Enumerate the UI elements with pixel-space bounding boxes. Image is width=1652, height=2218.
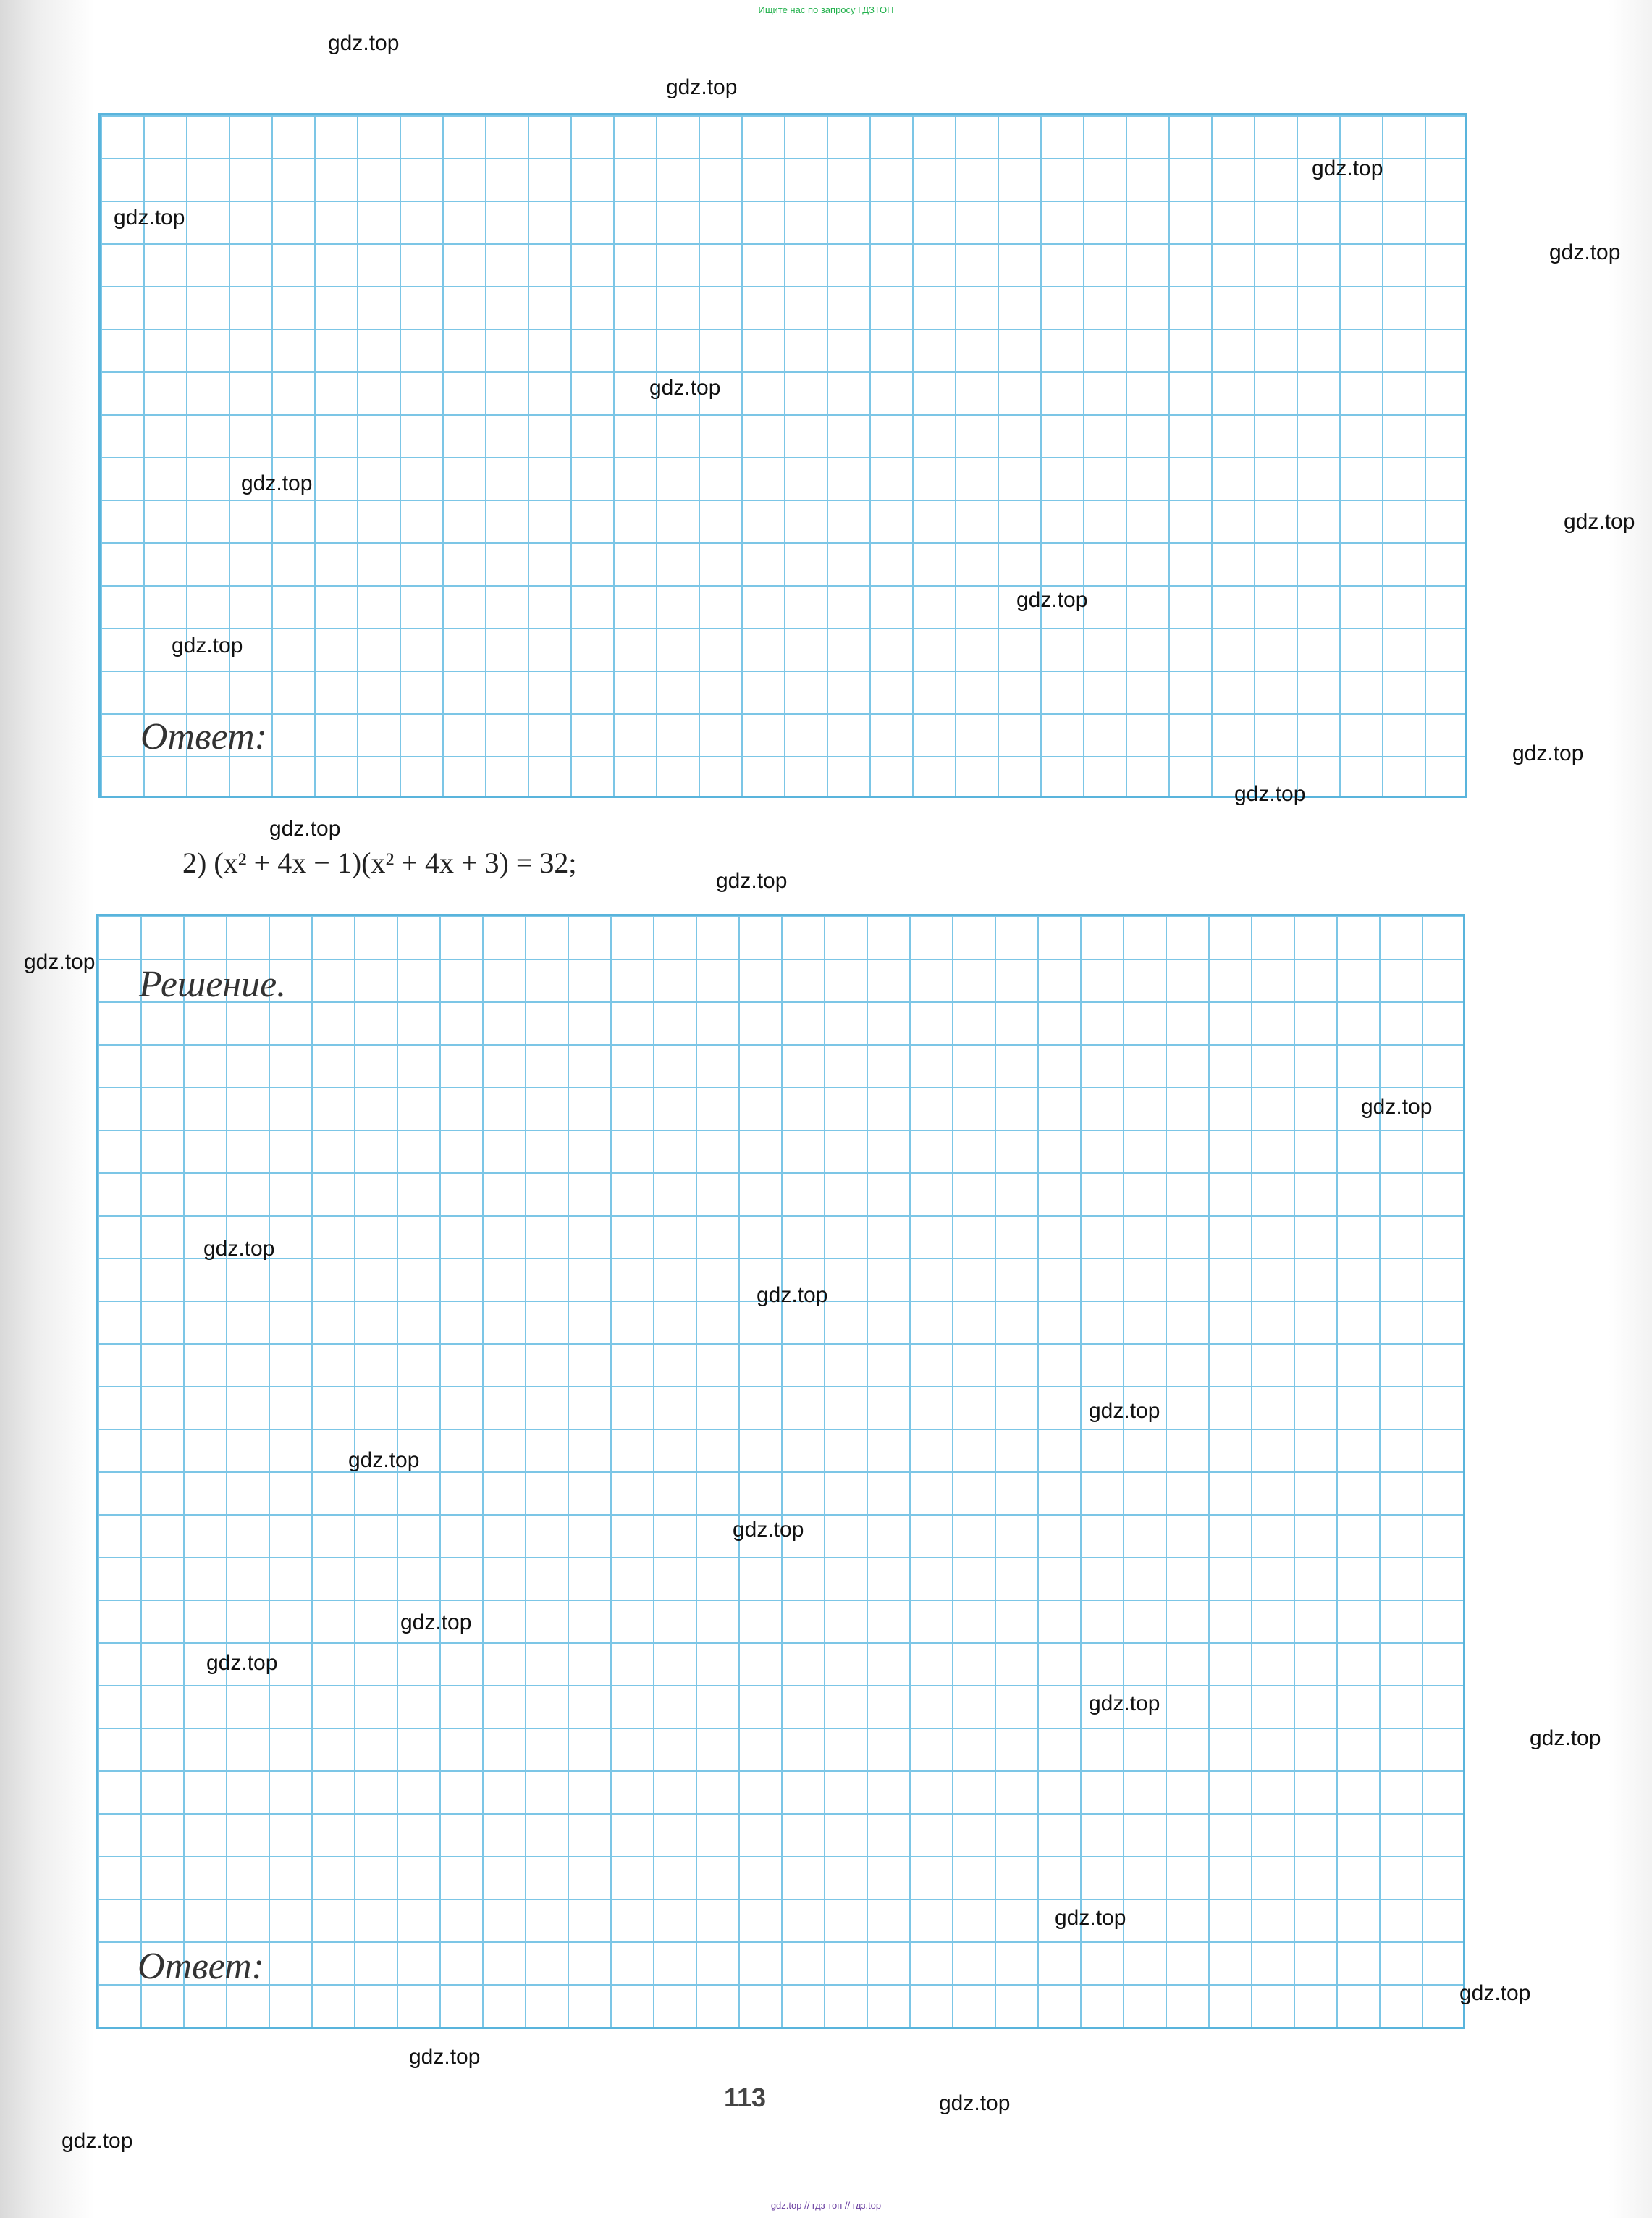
footer-banner[interactable]: gdz.top // гдз топ // гдз.top [770,2200,882,2211]
watermark: gdz.top [409,2045,481,2069]
answer-label-1: Ответ: [140,716,267,757]
exercise-task [182,846,577,880]
watermark: gdz.top [203,1237,275,1261]
answer-label-2: Ответ: [138,1946,264,1987]
watermark: gdz.top [269,817,341,841]
watermark: gdz.top [1459,1981,1531,2005]
watermark: gdz.top [716,869,788,893]
page-right-edge [1609,0,1652,2218]
watermark: gdz.top [348,1448,420,1472]
task-equation: (x² + 4x − 1)(x² + 4x + 3) = 32; [214,847,577,879]
watermark: gdz.top [400,1610,472,1634]
watermark: gdz.top [939,2091,1011,2115]
page-binding-shadow [0,0,94,2218]
watermark: gdz.top [206,1651,278,1675]
watermark: gdz.top [1361,1095,1433,1119]
watermark: gdz.top [1549,240,1621,264]
task-number: 2) [182,847,214,879]
page-number: 113 [724,2083,767,2112]
watermark: gdz.top [1312,156,1383,180]
watermark: gdz.top [114,206,185,230]
watermark: gdz.top [62,2129,133,2153]
watermark: gdz.top [1512,742,1584,765]
watermark: gdz.top [24,950,96,974]
solution-label: Решение. [139,964,287,1005]
watermark: gdz.top [1530,1726,1601,1750]
watermark: gdz.top [733,1518,804,1542]
watermark: gdz.top [649,376,721,400]
answer-grid-1 [98,113,1467,798]
header-banner[interactable]: Ищите нас по запросу ГДЗТОП [758,4,894,15]
watermark: gdz.top [666,75,738,99]
watermark: gdz.top [328,31,400,55]
watermark: gdz.top [172,634,243,658]
watermark: gdz.top [1016,588,1088,612]
watermark: gdz.top [1564,510,1635,534]
watermark: gdz.top [241,471,313,495]
watermark: gdz.top [1234,782,1306,806]
watermark: gdz.top [757,1283,828,1307]
watermark: gdz.top [1089,1399,1160,1423]
answer-grid-2 [96,914,1465,2029]
watermark: gdz.top [1089,1692,1160,1715]
watermark: gdz.top [1055,1906,1126,1930]
